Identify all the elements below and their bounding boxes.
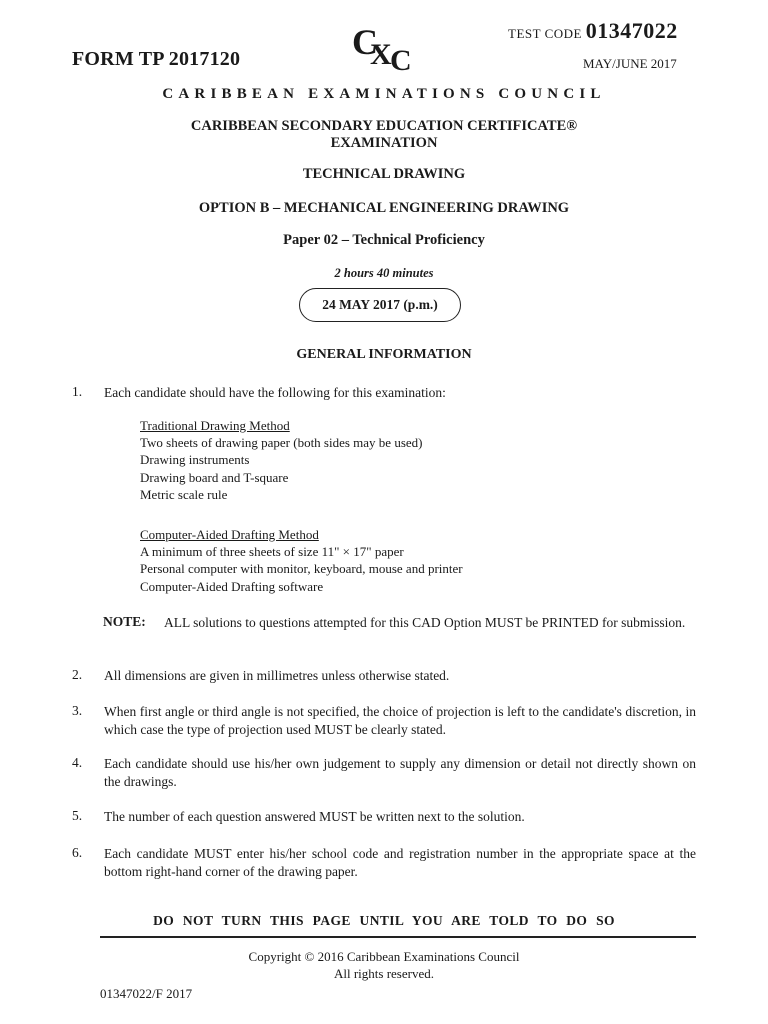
exam-date-box: 24 MAY 2017 (p.m.) bbox=[299, 288, 461, 322]
exam-session: MAY/JUNE 2017 bbox=[583, 56, 677, 71]
exam-duration: 2 hours 40 minutes bbox=[334, 266, 434, 280]
item-text: All dimensions are given in millimetres unless otherwise stated. bbox=[104, 668, 450, 683]
list-item: Two sheets of drawing paper (both sides may be used) bbox=[140, 435, 423, 451]
item-number: 1. bbox=[72, 384, 83, 399]
svg-text:C: C bbox=[390, 44, 412, 74]
copyright-line1: Copyright © 2016 Caribbean Examinations Council bbox=[248, 949, 520, 964]
item-number: 3. bbox=[72, 703, 83, 718]
cxc-logo bbox=[348, 22, 420, 74]
item-text: Each candidate should use his/her own judgement to supply any dimension or detail not directly shown on the drawings. bbox=[104, 756, 696, 789]
test-code-number: 01347022 bbox=[585, 18, 678, 43]
list-item: Personal computer with monitor, keyboard, mouse and printer bbox=[140, 561, 463, 577]
item-number: 4. bbox=[72, 755, 83, 770]
item-text: Each candidate should have the following for this examination: bbox=[104, 385, 446, 400]
item-number: 6. bbox=[72, 845, 83, 860]
svg-text:X: X bbox=[370, 38, 392, 71]
do-not-turn-warning: DO NOT TURN THIS PAGE UNTIL YOU ARE TOLD TO DO SO bbox=[153, 913, 615, 928]
exam-name-line1: CARIBBEAN SECONDARY EDUCATION CERTIFICATE® bbox=[190, 118, 578, 134]
council-name: CARIBBEAN EXAMINATIONS COUNCIL bbox=[162, 86, 606, 102]
item-text: The number of each question answered MUST be written next to the solution. bbox=[104, 809, 525, 824]
cad-method-heading: Computer-Aided Drafting Method bbox=[140, 527, 319, 542]
note-text: ALL solutions to questions attempted for this CAD Option MUST be PRINTED for submission. bbox=[164, 615, 686, 630]
item-text: Each candidate MUST enter his/her school code and registration number in the appropriate space at the bottom right-hand corner of the drawing paper. bbox=[104, 846, 696, 879]
item-number: 5. bbox=[72, 808, 83, 823]
test-code bbox=[508, 18, 678, 44]
cad-method-list bbox=[140, 526, 463, 595]
divider bbox=[100, 936, 696, 938]
item-number: 2. bbox=[72, 667, 83, 682]
option-title: OPTION B – MECHANICAL ENGINEERING DRAWING bbox=[198, 200, 570, 216]
item-text: When first angle or third angle is not specified, the choice of projection is left to the candidate's discretion, in which case the type of projection used MUST be clearly stated. bbox=[104, 704, 696, 737]
svg-text:C: C bbox=[352, 22, 378, 62]
form-code: FORM TP 2017120 bbox=[72, 48, 241, 70]
list-item: A minimum of three sheets of size 11" × 17" paper bbox=[140, 544, 404, 560]
list-item: Computer-Aided Drafting software bbox=[140, 578, 324, 594]
copyright-line2: All rights reserved. bbox=[333, 966, 434, 981]
list-item: Metric scale rule bbox=[140, 486, 228, 502]
paper-title: Paper 02 – Technical Proficiency bbox=[283, 232, 485, 248]
copyright bbox=[0, 948, 768, 982]
general-information-heading: GENERAL INFORMATION bbox=[296, 347, 472, 362]
test-code-label: TEST CODE bbox=[508, 26, 582, 41]
list-item: Drawing instruments bbox=[140, 452, 250, 468]
traditional-method-list bbox=[140, 417, 423, 503]
exam-name bbox=[0, 118, 768, 152]
traditional-method-heading: Traditional Drawing Method bbox=[140, 418, 290, 433]
exam-name-line2: EXAMINATION bbox=[330, 135, 438, 151]
list-item: Drawing board and T-square bbox=[140, 469, 289, 485]
subject-title: TECHNICAL DRAWING bbox=[302, 166, 466, 182]
note-label: NOTE: bbox=[103, 614, 146, 629]
page-code: 01347022/F 2017 bbox=[100, 986, 193, 1001]
